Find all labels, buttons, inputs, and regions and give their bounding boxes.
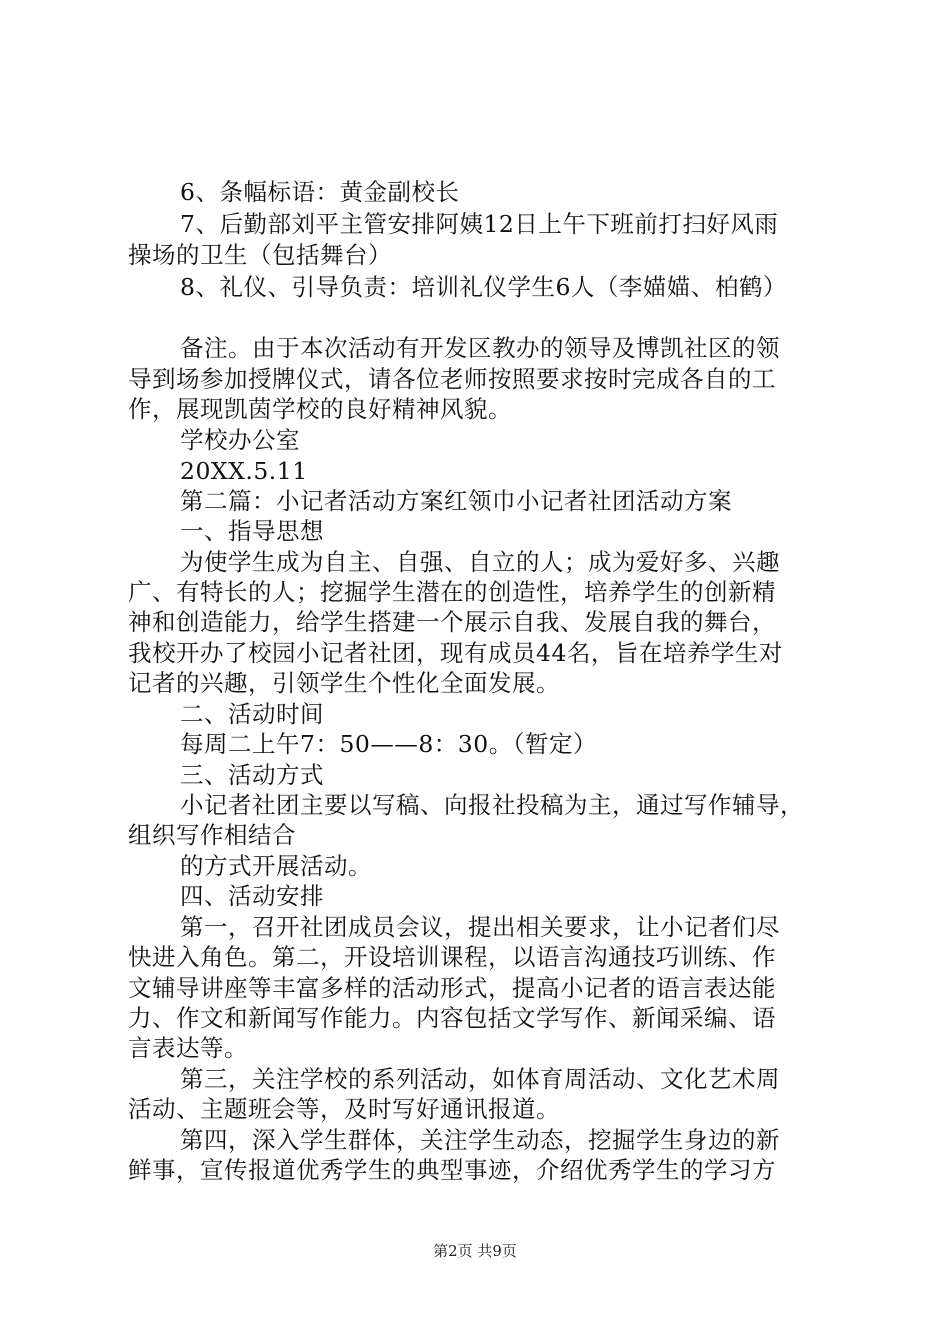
text-line: 7、后勤部刘平主管安排阿姨12日上午下班前打扫好风雨 <box>180 210 779 238</box>
text-line: 文辅导讲座等丰富多样的活动形式，提高小记者的语言表达能 <box>128 974 776 1002</box>
text-line: 神和创造能力，给学生搭建一个展示自我、发展自我的舞台， <box>128 608 776 636</box>
text-line: 为使学生成为自主、自强、自立的人；成为爱好多、兴趣 <box>180 548 780 576</box>
text-line: 操场的卫生（包括舞台） <box>128 241 392 269</box>
heading: 四、活动安排 <box>180 882 324 910</box>
text-line: 8、礼仪、引导负责：培训礼仪学生6人（李媌媌、柏鹤） <box>180 273 787 301</box>
heading: 一、指导思想 <box>180 517 324 545</box>
text-line: 学校办公室 <box>180 426 300 454</box>
text-line: 言表达等。 <box>128 1034 248 1062</box>
text-line: 力、作文和新闻写作能力。内容包括文学写作、新闻采编、语 <box>128 1004 776 1032</box>
text-line: 鲜事，宣传报道优秀学生的典型事迹，介绍优秀学生的学习方 <box>128 1156 776 1184</box>
text-line: 每周二上午7：50——8：30。（暂定） <box>180 730 597 758</box>
text-line: 快进入角色。第二，开设培训课程，以语言沟通技巧训练、作 <box>128 943 776 971</box>
text-line: 广、有特长的人；挖掘学生潜在的创造性，培养学生的创新精 <box>128 578 776 606</box>
text-line: 我校开办了校园小记者社团，现有成员44名，旨在培养学生对 <box>128 639 783 667</box>
text-line: 小记者社团主要以写稿、向报社投稿为主，通过写作辅导， <box>180 791 804 819</box>
section-title: 第二篇：小记者活动方案红领巾小记者社团活动方案 <box>180 487 732 515</box>
text-line: 活动、主题班会等，及时写好通讯报道。 <box>128 1095 560 1123</box>
text-line: 20XX.5.11 <box>180 457 308 485</box>
text-line: 第四，深入学生群体，关注学生动态，挖掘学生身边的新 <box>180 1126 780 1154</box>
text-line: 第三，关注学校的系列活动，如体育周活动、文化艺术周 <box>180 1065 780 1093</box>
text-line: 组织写作相结合 <box>128 821 296 849</box>
page-footer: 第2页 共9页 <box>433 1242 517 1260</box>
text-line: 导到场参加授牌仪式，请各位老师按照要求按时完成各自的工 <box>128 365 776 393</box>
text-line: 6、条幅标语：黄金副校长 <box>180 178 460 206</box>
heading: 二、活动时间 <box>180 700 324 728</box>
text-line: 备注。由于本次活动有开发区教办的领导及博凯社区的领 <box>180 334 780 362</box>
text-line: 的方式开展活动。 <box>180 852 372 880</box>
text-line: 作，展现凯茵学校的良好精神风貌。 <box>128 395 512 423</box>
text-line: 第一，召开社团成员会议，提出相关要求，让小记者们尽 <box>180 913 780 941</box>
heading: 三、活动方式 <box>180 761 324 789</box>
text-line: 记者的兴趣，引领学生个性化全面发展。 <box>128 669 560 697</box>
